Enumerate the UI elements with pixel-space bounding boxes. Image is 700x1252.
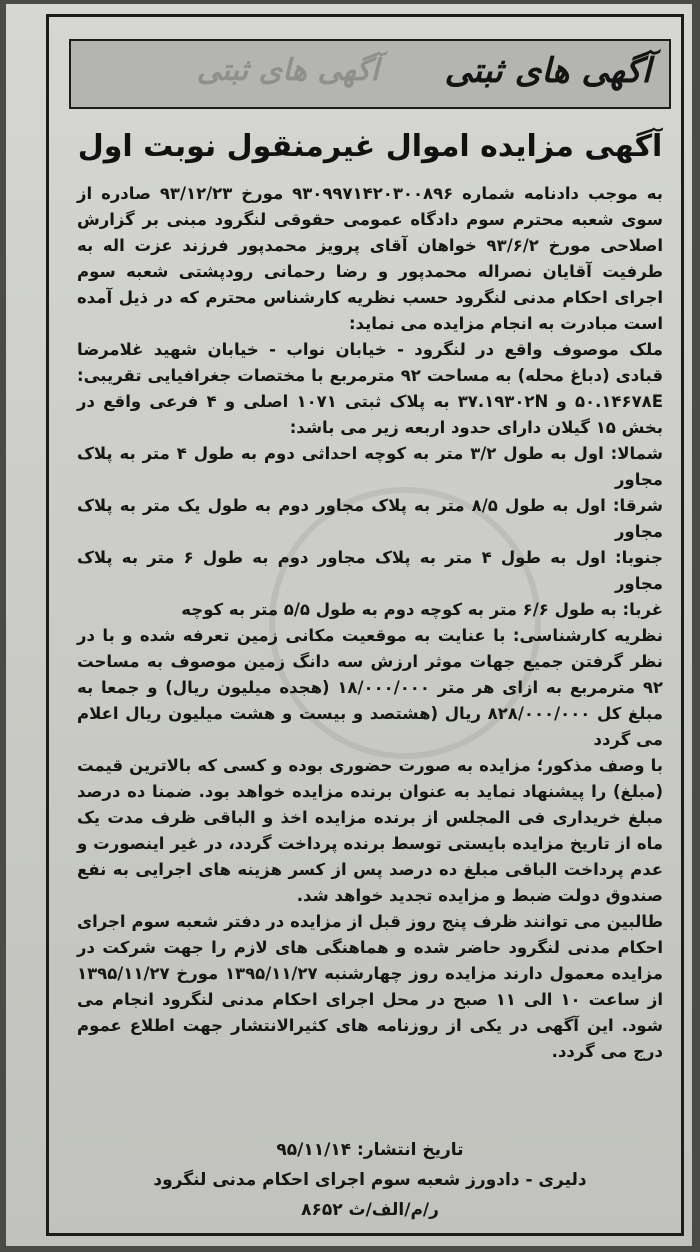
publish-date: تاریخ انتشار: ۹۵/۱۱/۱۴ (276, 1140, 464, 1160)
newspaper-clipping (6, 4, 692, 1246)
section-header (69, 39, 671, 109)
notice-intro: به موجب دادنامه شماره ۹۳۰۹۹۷۱۴۲۰۳۰۰۸۹۶ مورخ ۹۳/۱۲/۲۳ صادره از سوی شعبه محترم سوم دادگاه عمومی حقوقی لنگرود مبنی بر گزارش اصلاحی مورخ ۹۳/۶/۲ خواهان آقای پرویز محمدپور فرزند عزت اله به طرفیت آقایان نصراله محمدپور و رضا رحمانی رودپشتی شعبه سوم اجرای احکام مدنی لنگرود حسب نظریه کارشناس محترم که در ذیل آمده است مبادرت به انجام مزایده می نماید: (77, 184, 663, 333)
boundary-south: جنوبا: اول به طول ۴ متر به پلاک مجاور دوم به طول ۶ متر به پلاک مجاور (77, 548, 663, 593)
boundary-east: شرقا: اول به طول ۸/۵ متر به پلاک مجاور دوم به طول یک متر به پلاک مجاور (77, 496, 663, 541)
notice-property: ملک موصوف واقع در لنگرود - خیابان نواب - خیابان شهید غلامرضا قبادی (دباغ محله) به مساحت ۹۲ مترمربع با مختصات جغرافیایی تقریبی: ۵۰.۱۴۶۷۸E و ۳۷.۱۹۳۰۲N به پلاک ثبتی ۱۰۷۱ اصلی و ۴ فرعی واقع در بخش ۱۵ گیلان دارای حدود اربعه زیر می باشد: (77, 340, 663, 437)
reference-code: ر/م/الف/ث ۸۶۵۲ (301, 1200, 439, 1220)
notice-body (77, 181, 663, 1065)
notice-title: آگهی مزایده اموال غیرمنقول نوبت اول (77, 129, 663, 164)
boundary-west: غربا: به طول ۶/۶ متر به کوچه دوم به طول ۵/۵ متر به کوچه (181, 600, 663, 619)
notice-footer (69, 1135, 671, 1225)
applicants-info: طالبین می توانند ظرف پنج روز قبل از مزایده در دفتر شعبه سوم اجرای احکام مدنی لنگرود حاضر شده و هماهنگی های لازم را جهت شرکت در مزایده معمول دارند مزایده روز چهارشنبه ۱۳۹۵/۱۱/۲۷ مورخ ۱۳۹۵/۱۱/۲۷ از ساعت ۱۰ الی ۱۱ صبح در محل اجرای احکام مدنی لنگرود انجام می شود. این آگهی در یکی از روزنامه های کثیرالانتشار جهت اطلاع عموم درج می گردد. (77, 912, 663, 1061)
signature-line: دلیری - دادورز شعبه سوم اجرای احکام مدنی لنگرود (153, 1170, 587, 1190)
auction-conditions: با وصف مذکور؛ مزایده به صورت حضوری بوده و کسی که بالاترین قیمت (مبلغ) را پیشنهاد نماید به عنوان برنده مزایده خواهد بود. ضمنا ده درصد مبلغ خریداری فی المجلس از برنده مزایده اخذ و الباقی ظرف مدت یک ماه از تاریخ مزایده بایستی توسط برنده پرداخت گردد، در غیر اینصورت و عدم پرداخت الباقی مبلغ ده درصد پس از کسر هزینه های اجرایی به نفع صندوق دولت ضبط و مزایده تجدید خواهد شد. (77, 756, 663, 905)
notice-frame (46, 14, 684, 1236)
section-header-label: آگهی های ثبتی (444, 51, 651, 91)
boundary-north: شمالا: اول به طول ۳/۲ متر به کوچه احداثی دوم به طول ۴ متر به پلاک مجاور (77, 444, 663, 489)
section-header-ghost-label: آگهی های ثبتی (196, 53, 379, 88)
expert-opinion: نظریه کارشناسی: با عنایت به موقعیت مکانی زمین تعرفه شده و با در نظر گرفتن جمیع جهات موثر ارزش سه دانگ زمین موصوف به مساحت ۹۲ مترمربع به ازای هر متر ۱۸/۰۰۰/۰۰۰ (هجده میلیون ریال) و جمعا به مبلغ کل ۸۲۸/۰۰۰/۰۰۰ ریال (هشتصد و بیست و هشت میلیون ریال اعلام می گردد (77, 626, 663, 749)
